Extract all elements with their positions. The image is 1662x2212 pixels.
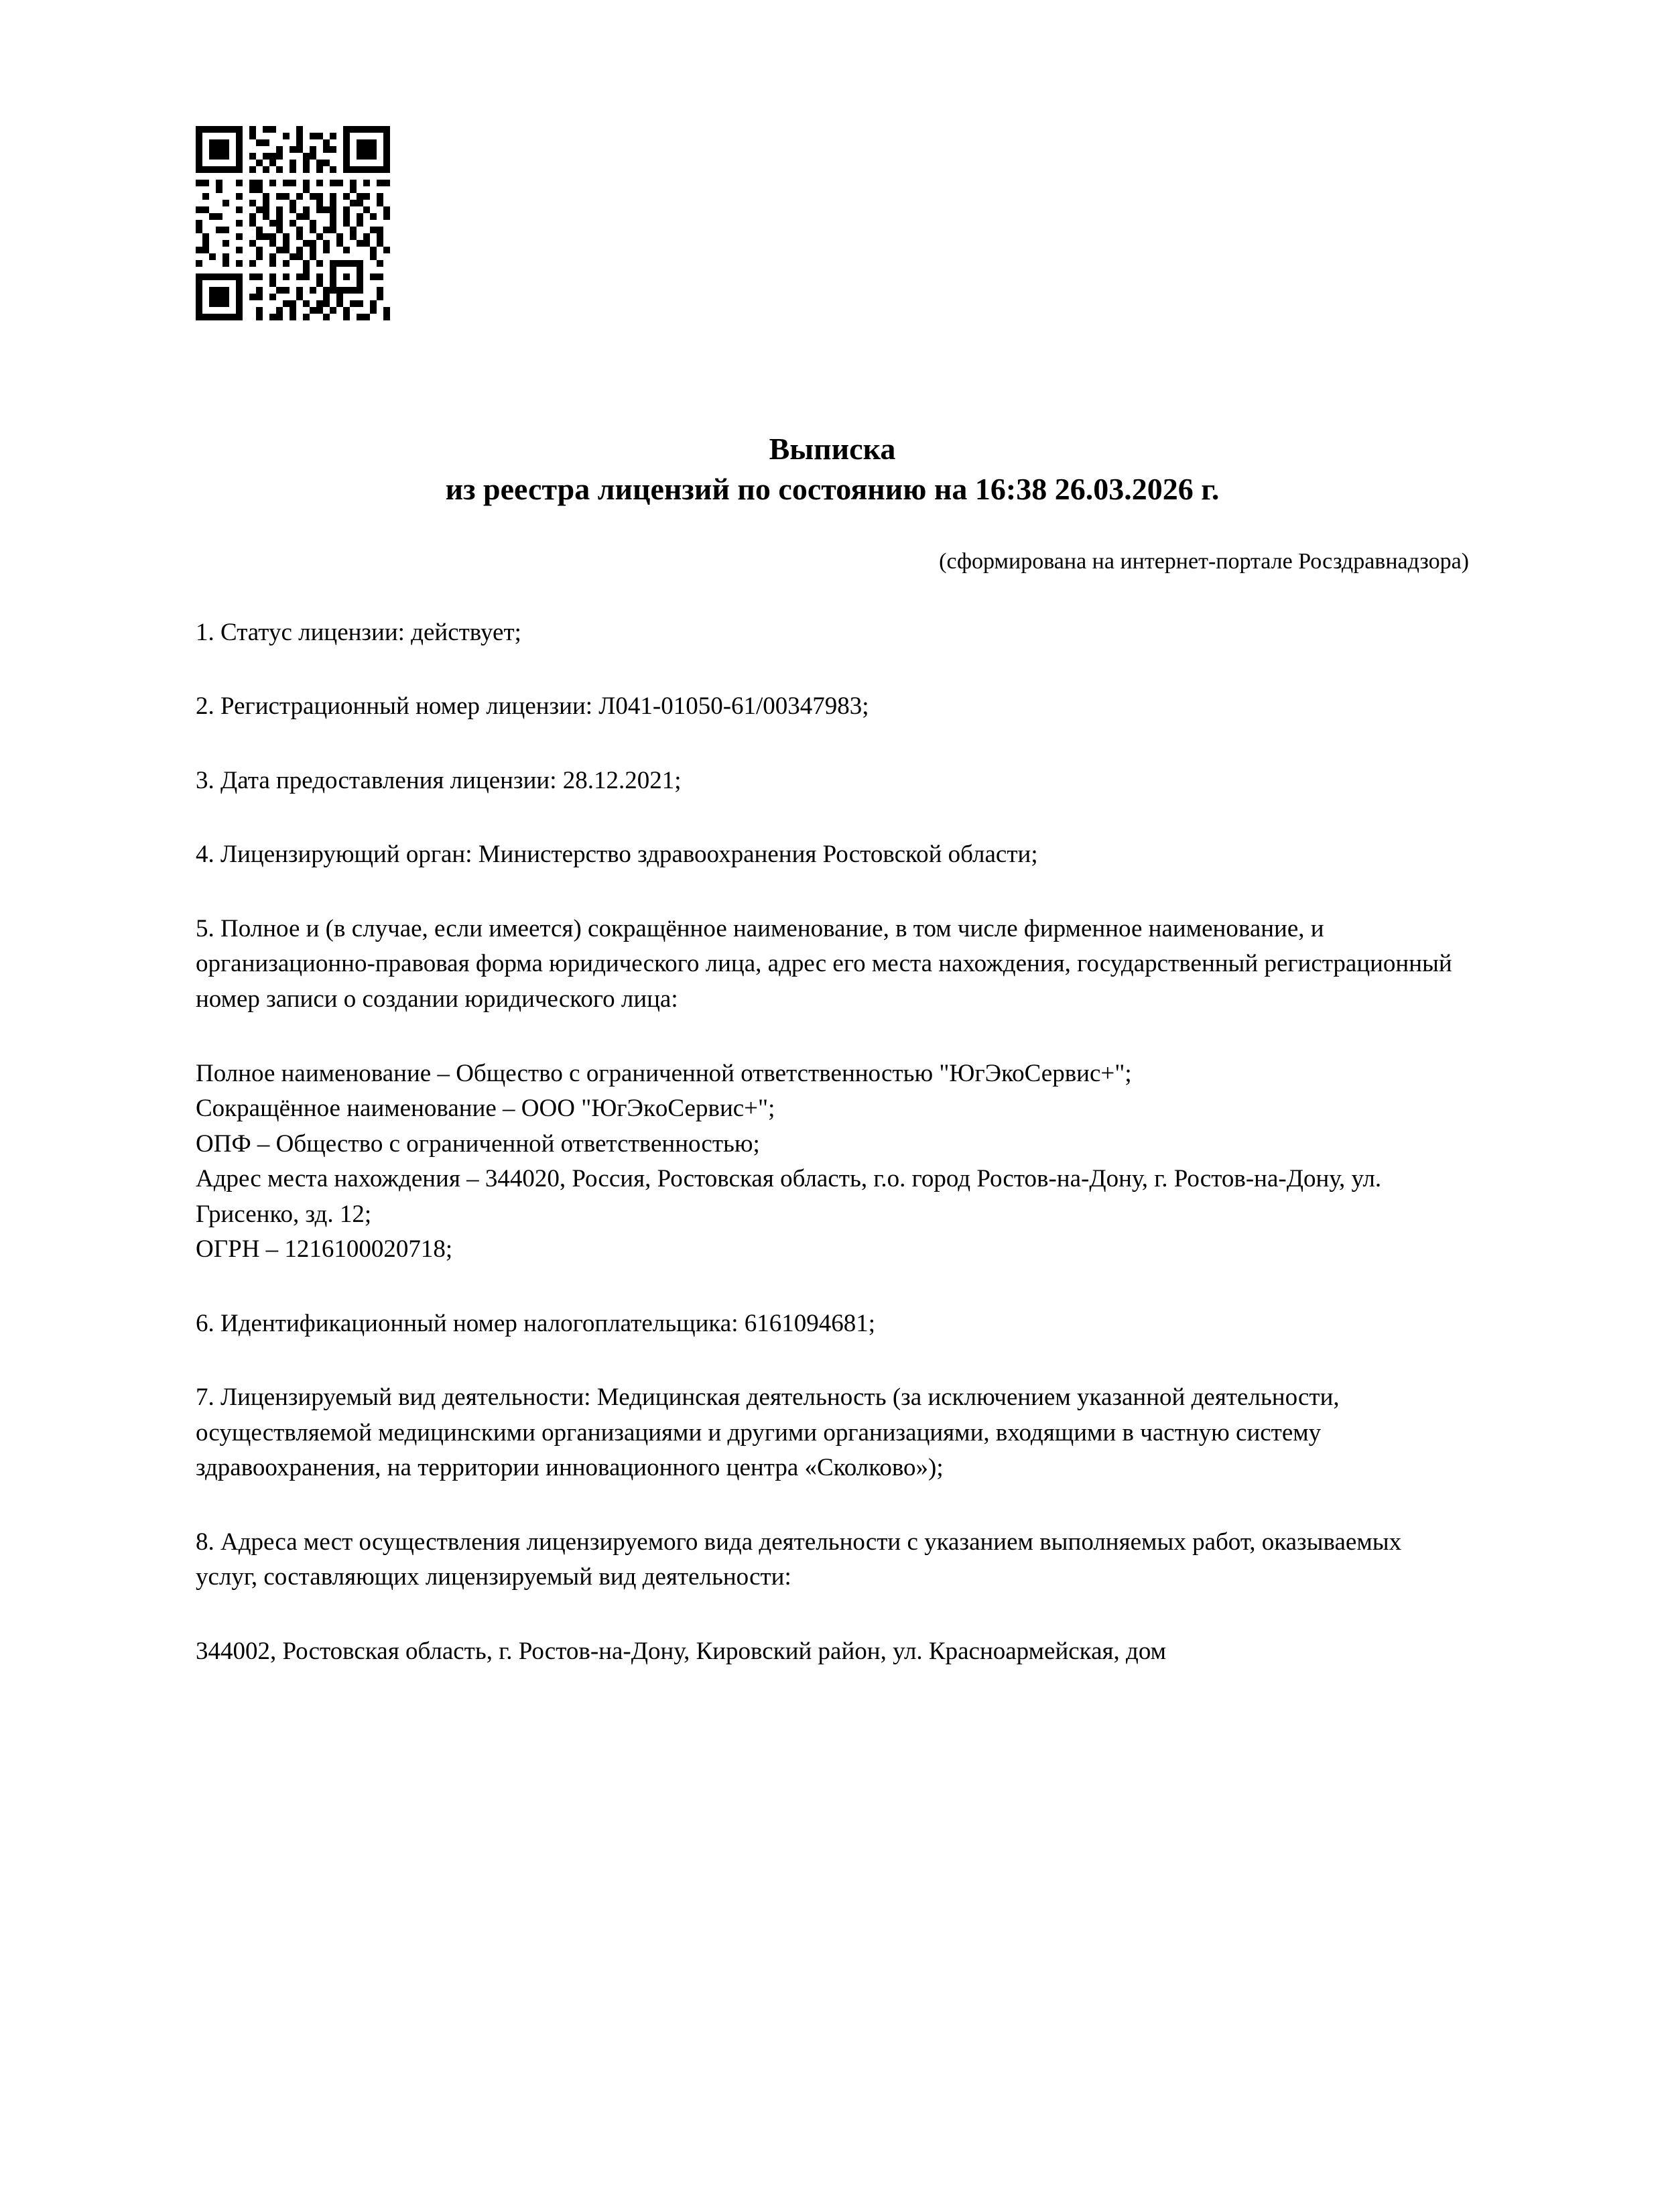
item-entity-names-heading: 5. Полное и (в случае, если имеется) сокращённое наименование, в том числе фирменное наименование, и организационно-правовая форма юридического лица, адрес его места нахождения, государственный регистрационный номер записи о создании юридического лица: [196,914,1452,1013]
title-line-2: из реестра лицензий по состоянию на 16:38 26.03.2026 г. [445,471,1220,506]
item-activity-addresses-heading: 8. Адреса мест осуществления лицензируемого вида деятельности с указанием выполняемых работ, оказываемых услуг, составляющих лицензируемый вид деятельности: [196,1528,1402,1591]
activity-address-line: 344002, Ростовская область, г. Ростов-на-Дону, Кировский район, ул. Красноармейская, дом [196,1637,1167,1665]
entity-full-name: Полное наименование – Общество с ограниченной ответственностью "ЮгЭкоСервис+"; [196,1059,1132,1087]
title-line-1: Выписка [769,432,896,466]
entity-details [196,1056,1469,1268]
item-status: 1. Статус лицензии: действует; [196,618,521,646]
item-licensing-authority: 4. Лицензирующий орган: Министерство здравоохранения Ростовской области; [196,841,1038,869]
entity-ogrn: ОГРН – 1216100020718; [196,1235,453,1264]
entity-address: Адрес места нахождения – 344020, Россия, Ростовская область, г.о. город Ростов-на-Дону, г. Ростов-на-Дону, ул. Грисенко, зд. 12; [196,1165,1382,1228]
item-inn: 6. Идентификационный номер налогоплательщика: 6161094681; [196,1309,876,1337]
item-registration-number: 2. Регистрационный номер лицензии: Л041-01050-61/00347983; [196,692,869,721]
item-licensed-activity: 7. Лицензируемый вид деятельности: Медицинская деятельность (за исключением указанной деятельности, осуществляемой медицинскими организациями и другими организациями, входящими в частную систему здравоохранения, на территории инновационного центра «Сколково»); [196,1384,1340,1482]
item-issue-date: 3. Дата предоставления лицензии: 28.12.2021; [196,766,682,794]
page-title [196,429,1469,509]
entity-legal-form: ОПФ – Общество с ограниченной ответственностью; [196,1129,760,1158]
qr-code-icon [196,126,390,320]
document-body [196,429,1469,1694]
document-subtitle: (сформирована на интернет-портале Росздравнадзора) [939,548,1469,574]
entity-short-name: Сокращённое наименование – ООО "ЮгЭкoСервис+"; [196,1095,775,1123]
